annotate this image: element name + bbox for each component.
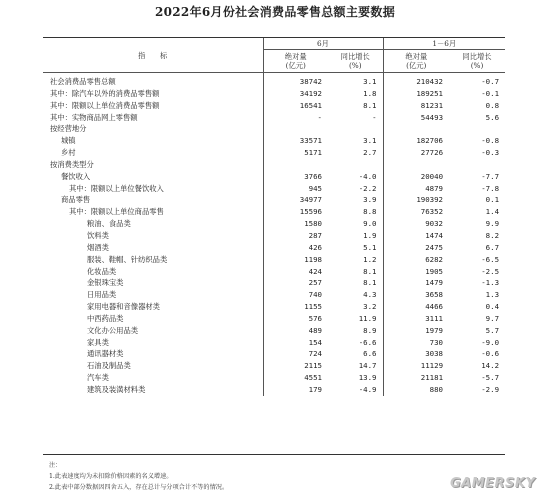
retail-sales-table	[43, 37, 505, 455]
table-body	[43, 73, 505, 396]
june-abs-cell: 33571	[299, 136, 322, 146]
cum-yoy-cell: -1.3	[481, 278, 500, 288]
cum-abs-cell: 76352	[420, 207, 444, 217]
cum-abs-cell: 182706	[416, 136, 444, 146]
row-label: 烟酒类	[43, 242, 263, 254]
june-abs-cell: 426	[308, 242, 322, 252]
june-abs-cell: 424	[308, 266, 322, 276]
june-abs-cell: 154	[308, 337, 322, 347]
cum-abs-cell: 2475	[425, 242, 444, 252]
table-row	[43, 230, 505, 242]
row-label: 中西药品类	[43, 313, 263, 325]
note-line-2: 2.此表中部分数据因四舍五入，存在总计与分项合计不等的情况。	[49, 484, 229, 491]
table-row	[43, 254, 505, 266]
row-label: 其中：限额以上单位消费品零售额	[43, 100, 263, 112]
june-yoy-cell: 4.3	[328, 289, 383, 301]
row-label: 其中：实物商品网上零售额	[43, 112, 263, 124]
cum-abs-cell: 730	[429, 337, 444, 347]
june-yoy-cell: 8.1	[328, 266, 383, 278]
cum-yoy-cell: -0.7	[481, 77, 500, 86]
june-yoy-cell: -6.6	[328, 337, 383, 349]
june-abs-cell: 5171	[304, 148, 322, 158]
cum-abs-cell: 3038	[425, 349, 444, 359]
row-label: 服装、鞋帽、针纺织品类	[43, 254, 263, 266]
row-label: 按消费类型分	[43, 159, 263, 171]
june-yoy-cell: 13.9	[328, 372, 383, 384]
june-yoy-cell: 6.6	[328, 348, 383, 360]
june-yoy-cell: 3.9	[328, 194, 383, 206]
cum-yoy-cell: -0.6	[481, 349, 500, 359]
note-line-1: 1.此表速度均为未扣除价格因素的名义增速。	[49, 473, 173, 480]
june-yoy-cell: 1.2	[328, 254, 383, 266]
table-row	[43, 242, 505, 254]
cum-yoy-cell: -2.5	[481, 266, 500, 276]
cum-abs-cell: 54493	[420, 112, 444, 122]
cum-abs-cell: 880	[429, 384, 444, 394]
row-label: 汽车类	[43, 372, 263, 384]
row-label: 文化办公用品类	[43, 325, 263, 337]
page-title: 2022年6月份社会消费品零售总额主要数据	[154, 5, 396, 19]
cum-abs-cell: 4466	[425, 302, 444, 312]
table-row	[43, 301, 505, 313]
table-row	[43, 147, 505, 159]
table-row	[43, 360, 505, 372]
cum-yoy-cell: -7.8	[481, 183, 500, 193]
june-abs-cell: 3766	[304, 171, 322, 181]
table-row	[43, 100, 505, 112]
notes-label: 注：	[49, 462, 62, 469]
table-row	[43, 135, 505, 147]
table-row	[43, 183, 505, 195]
cum-yoy-cell: 0.8	[485, 100, 500, 110]
table-row	[43, 313, 505, 325]
cum-abs-header: 绝对量 (亿元)	[383, 50, 449, 73]
june-yoy-cell: -4.0	[328, 171, 383, 183]
june-yoy-cell: 14.7	[328, 360, 383, 372]
cum-abs-cell: 4879	[425, 183, 444, 193]
cum-yoy-cell: -0.8	[481, 136, 500, 146]
jan-jun-header: 1－6月	[383, 38, 505, 50]
june-yoy-cell: 8.1	[328, 100, 383, 112]
june-abs-cell: 287	[308, 230, 322, 240]
june-abs-cell: 1198	[304, 254, 322, 264]
table-row	[43, 171, 505, 183]
cum-abs-cell: 9032	[425, 219, 444, 229]
indicator-header: 指 标	[43, 38, 263, 73]
june-abs-cell: 945	[308, 183, 322, 193]
june-abs-cell: 257	[308, 278, 322, 288]
cum-abs-cell: 1474	[425, 230, 444, 240]
cum-yoy-cell: -7.7	[481, 171, 500, 181]
june-abs-cell: 1155	[304, 302, 322, 312]
cum-yoy-cell: -2.9	[481, 384, 500, 394]
table-row	[43, 88, 505, 100]
table-row	[43, 123, 505, 135]
table-row	[43, 266, 505, 278]
june-yoy-cell	[328, 159, 383, 171]
table-row	[43, 337, 505, 349]
row-label: 其中：限额以上单位餐饮收入	[43, 183, 263, 195]
june-abs-cell: 2115	[304, 361, 322, 371]
cum-yoy-cell: 6.7	[485, 242, 500, 252]
table-row	[43, 277, 505, 289]
row-label: 其中：除汽车以外的消费品零售额	[43, 88, 263, 100]
row-label: 家用电器和音像器材类	[43, 301, 263, 313]
june-yoy-cell: -	[328, 112, 383, 124]
cum-yoy-cell: 0.4	[485, 302, 500, 312]
table-row	[43, 372, 505, 384]
cum-yoy-header: 同比增长 (%)	[449, 50, 505, 73]
cum-abs-cell: 1979	[425, 325, 444, 335]
row-label: 按经营地分	[43, 123, 263, 135]
june-yoy-cell: 5.1	[328, 242, 383, 254]
june-abs-cell: 179	[308, 384, 322, 394]
cum-yoy-cell: -9.0	[481, 337, 500, 347]
table-row	[43, 112, 505, 124]
cum-yoy-cell: 0.1	[485, 195, 500, 205]
june-yoy-cell: 9.0	[328, 218, 383, 230]
table-row	[43, 289, 505, 301]
cum-yoy-cell: 1.4	[485, 207, 500, 217]
june-abs-cell: 15596	[299, 207, 322, 217]
june-yoy-cell: 8.8	[328, 206, 383, 218]
cum-abs-cell: 190392	[416, 195, 444, 205]
june-yoy-cell: 2.7	[328, 147, 383, 159]
table-row	[43, 218, 505, 230]
cum-yoy-cell: 9.9	[485, 219, 500, 229]
june-yoy-cell: 8.1	[328, 277, 383, 289]
cum-abs-cell: 81231	[420, 100, 444, 110]
cum-yoy-cell: -0.1	[481, 88, 500, 98]
table-row	[43, 325, 505, 337]
june-abs-cell	[263, 123, 328, 135]
table-row	[43, 206, 505, 218]
row-label: 建筑及装潢材料类	[43, 384, 263, 396]
cum-abs-cell: 3658	[425, 290, 444, 300]
row-label: 家具类	[43, 337, 263, 349]
june-yoy-cell: 11.9	[328, 313, 383, 325]
cum-yoy-cell: 1.3	[485, 290, 500, 300]
row-label: 商品零售	[43, 194, 263, 206]
cum-yoy-cell: -5.7	[481, 373, 500, 383]
cum-yoy-cell: 5.7	[485, 325, 500, 335]
row-label: 通讯器材类	[43, 348, 263, 360]
june-yoy-cell: 1.8	[328, 88, 383, 100]
cum-abs-cell: 20040	[420, 171, 444, 181]
table-row	[43, 348, 505, 360]
cum-abs-cell: 1905	[425, 266, 444, 276]
june-yoy-header: 同比增长 (%)	[328, 50, 383, 73]
cum-abs-cell	[383, 123, 449, 135]
row-label: 社会消费品零售总额	[43, 76, 263, 88]
june-yoy-cell	[328, 123, 383, 135]
table-row	[43, 159, 505, 171]
row-label: 粮油、食品类	[43, 218, 263, 230]
june-yoy-cell: 1.9	[328, 230, 383, 242]
row-label: 金银珠宝类	[43, 277, 263, 289]
row-label: 日用品类	[43, 289, 263, 301]
row-label: 石油及制品类	[43, 360, 263, 372]
june-header: 6月	[263, 38, 383, 50]
cum-abs-cell: 3111	[425, 313, 444, 323]
table-row	[43, 76, 505, 88]
row-label: 饮料类	[43, 230, 263, 242]
june-yoy-cell: 8.9	[328, 325, 383, 337]
june-abs-cell: 16541	[299, 100, 322, 110]
june-yoy-cell: -2.2	[328, 183, 383, 195]
cum-yoy-cell	[449, 123, 505, 135]
june-abs-cell	[263, 159, 328, 171]
row-label: 化妆品类	[43, 266, 263, 278]
june-abs-cell: 724	[308, 349, 322, 359]
june-abs-cell: 34977	[299, 195, 322, 205]
row-label: 城镇	[43, 135, 263, 147]
cum-yoy-cell	[449, 159, 505, 171]
cum-yoy-cell: -6.5	[481, 254, 500, 264]
june-abs-cell: 4551	[304, 373, 322, 383]
june-yoy-cell: 3.1	[328, 135, 383, 147]
cum-abs-cell: 21181	[420, 373, 444, 383]
june-yoy-cell: 3.2	[328, 301, 383, 313]
june-abs-cell: 34192	[299, 88, 322, 98]
june-abs-cell: 1580	[304, 219, 322, 229]
cum-yoy-cell: 5.6	[485, 112, 500, 122]
cum-yoy-cell: -0.3	[481, 148, 500, 158]
june-abs-cell: 740	[308, 290, 322, 300]
site-watermark-logo: GAMERSKY	[450, 476, 536, 491]
cum-abs-cell	[383, 159, 449, 171]
june-abs-cell: 38742	[299, 77, 322, 86]
row-label: 乡村	[43, 147, 263, 159]
cum-abs-cell: 210432	[416, 77, 444, 86]
table-row	[43, 194, 505, 206]
june-abs-header: 绝对量 (亿元)	[263, 50, 328, 73]
june-abs-cell: 489	[308, 325, 322, 335]
table-row	[43, 384, 505, 396]
june-yoy-cell: 3.1	[328, 76, 383, 88]
row-label: 其中：限额以上单位商品零售	[43, 206, 263, 218]
cum-abs-cell: 27726	[420, 148, 444, 158]
june-abs-cell: -	[317, 112, 322, 122]
june-abs-cell: 576	[308, 313, 322, 323]
row-label: 餐饮收入	[43, 171, 263, 183]
cum-abs-cell: 1479	[425, 278, 444, 288]
june-yoy-cell: -4.9	[328, 384, 383, 396]
cum-abs-cell: 189251	[416, 88, 444, 98]
cum-yoy-cell: 14.2	[481, 361, 500, 371]
cum-yoy-cell: 9.7	[485, 313, 500, 323]
cum-abs-cell: 11129	[420, 361, 444, 371]
cum-yoy-cell: 8.2	[485, 230, 500, 240]
cum-abs-cell: 6282	[425, 254, 444, 264]
